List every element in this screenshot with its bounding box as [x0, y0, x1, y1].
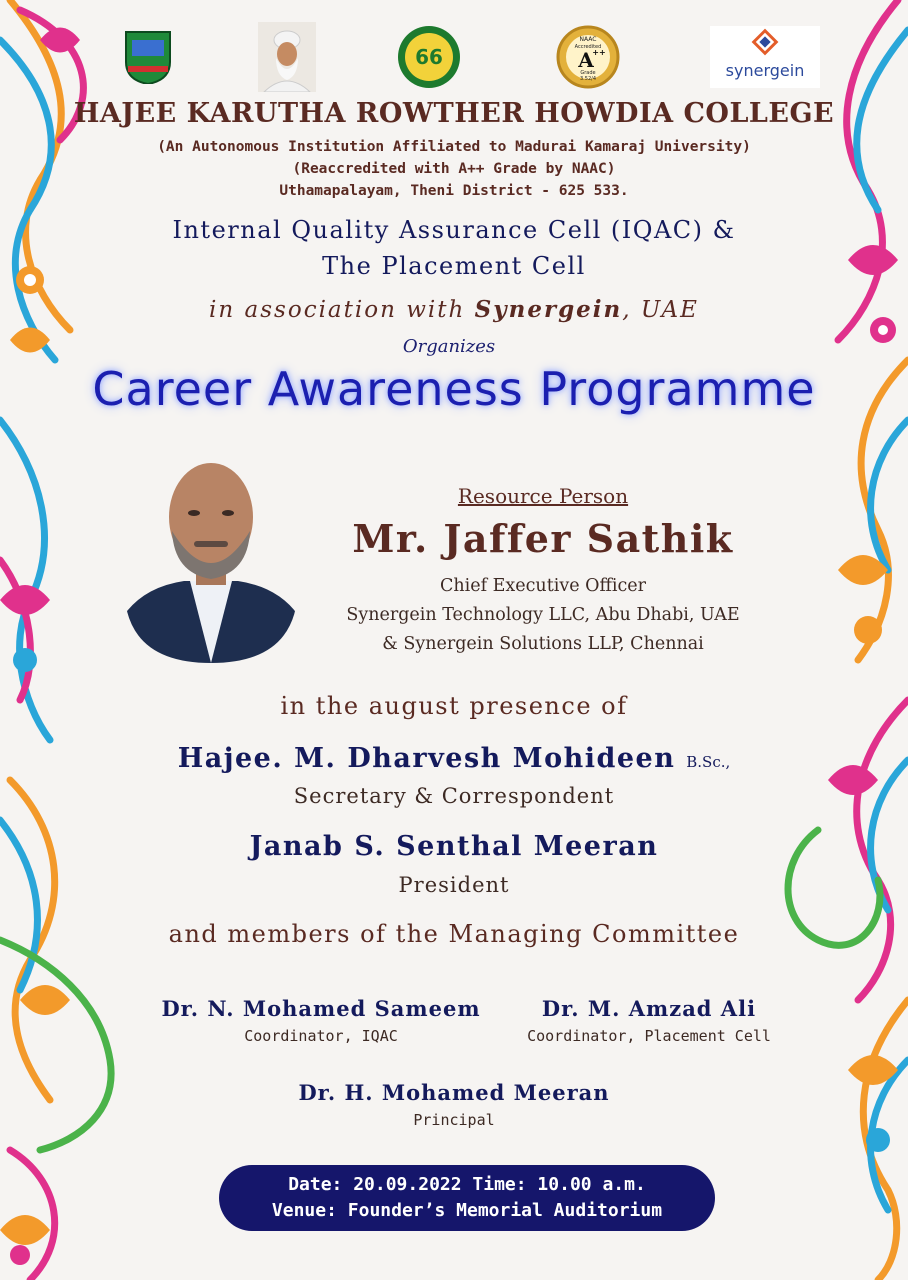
event-details-banner: [219, 1165, 715, 1231]
secretary-name-line: [0, 743, 908, 774]
organizer-line-1: Internal Quality Assurance Cell (IQAC) &: [172, 216, 736, 244]
college-address: Uthamapalayam, Theni District - 625 533.: [279, 183, 629, 199]
organizes-label: Organizes: [402, 336, 496, 357]
resource-person-photo: [124, 455, 298, 663]
resource-person-org-2: & Synergein Solutions LLP, Chennai: [382, 634, 704, 654]
anniversary-number: 66: [415, 45, 443, 69]
naac-grade: A: [578, 48, 594, 72]
college-accreditation: (Reaccredited with A++ Grade by NAAC): [292, 161, 616, 177]
college-name: HAJEE KARUTHA ROWTHER HOWDIA COLLEGE: [73, 98, 835, 129]
principal-title: Principal: [413, 1111, 495, 1129]
organizer-line-2: The Placement Cell: [322, 252, 586, 280]
coordinator-iqac: [140, 996, 502, 1045]
naac-label: Grade: [580, 70, 596, 76]
naac-top: NAAC: [579, 36, 597, 43]
resource-person-name: Mr. Jaffer Sathik: [352, 516, 734, 561]
anniversary-66-logo: [396, 24, 462, 90]
synergein-wordmark: synergein: [725, 61, 805, 80]
president-title: President: [398, 873, 510, 897]
event-venue: Venue: Founder’s Memorial Auditorium: [271, 1200, 663, 1221]
college-emblem-logo: [122, 28, 174, 84]
association-line: [0, 296, 908, 323]
naac-score: 3.52/4: [580, 76, 596, 82]
coordinator-iqac-title: Coordinator, IQAC: [244, 1027, 398, 1045]
secretary-degree: B.Sc.,: [686, 753, 731, 771]
naac-plus: ++: [592, 48, 606, 57]
coordinator-placement-name: Dr. M. Amzad Ali: [541, 996, 757, 1021]
event-date-time: Date: 20.09.2022 Time: 10.00 a.m.: [288, 1174, 646, 1195]
coordinator-placement-title: Coordinator, Placement Cell: [527, 1027, 771, 1045]
august-presence-line: in the august presence of: [280, 692, 628, 720]
founder-portrait: [258, 22, 316, 92]
coordinator-iqac-name: Dr. N. Mohamed Sameem: [161, 996, 481, 1021]
secretary-name: Hajee. M. Dharvesh Mohideen: [177, 743, 676, 774]
president-name: Janab S. Senthal Meeran: [249, 831, 659, 862]
resource-person-org-1: Synergein Technology LLC, Abu Dhabi, UAE: [346, 605, 740, 625]
coordinator-placement: [506, 996, 792, 1045]
resource-person-label: Resource Person: [457, 484, 629, 508]
naac-badge: [548, 22, 628, 92]
principal-name: Dr. H. Mohamed Meeran: [298, 1080, 610, 1105]
logo-strip: [0, 22, 908, 94]
assoc-suffix: , UAE: [622, 297, 699, 323]
college-affiliation: (An Autonomous Institution Affiliated to Madurai Kamaraj University): [157, 139, 751, 155]
assoc-prefix: in association with: [209, 297, 475, 323]
programme-title: Career Awareness Programme: [92, 362, 816, 416]
naac-sub: Accredited: [574, 44, 602, 50]
resource-person-role: Chief Executive Officer: [439, 576, 647, 596]
assoc-partner: Synergein: [474, 296, 623, 323]
principal-block: [254, 1080, 654, 1129]
managing-committee-line: and members of the Managing Committee: [168, 920, 740, 948]
synergein-logo: [710, 26, 820, 88]
secretary-title: Secretary & Correspondent: [293, 784, 615, 808]
